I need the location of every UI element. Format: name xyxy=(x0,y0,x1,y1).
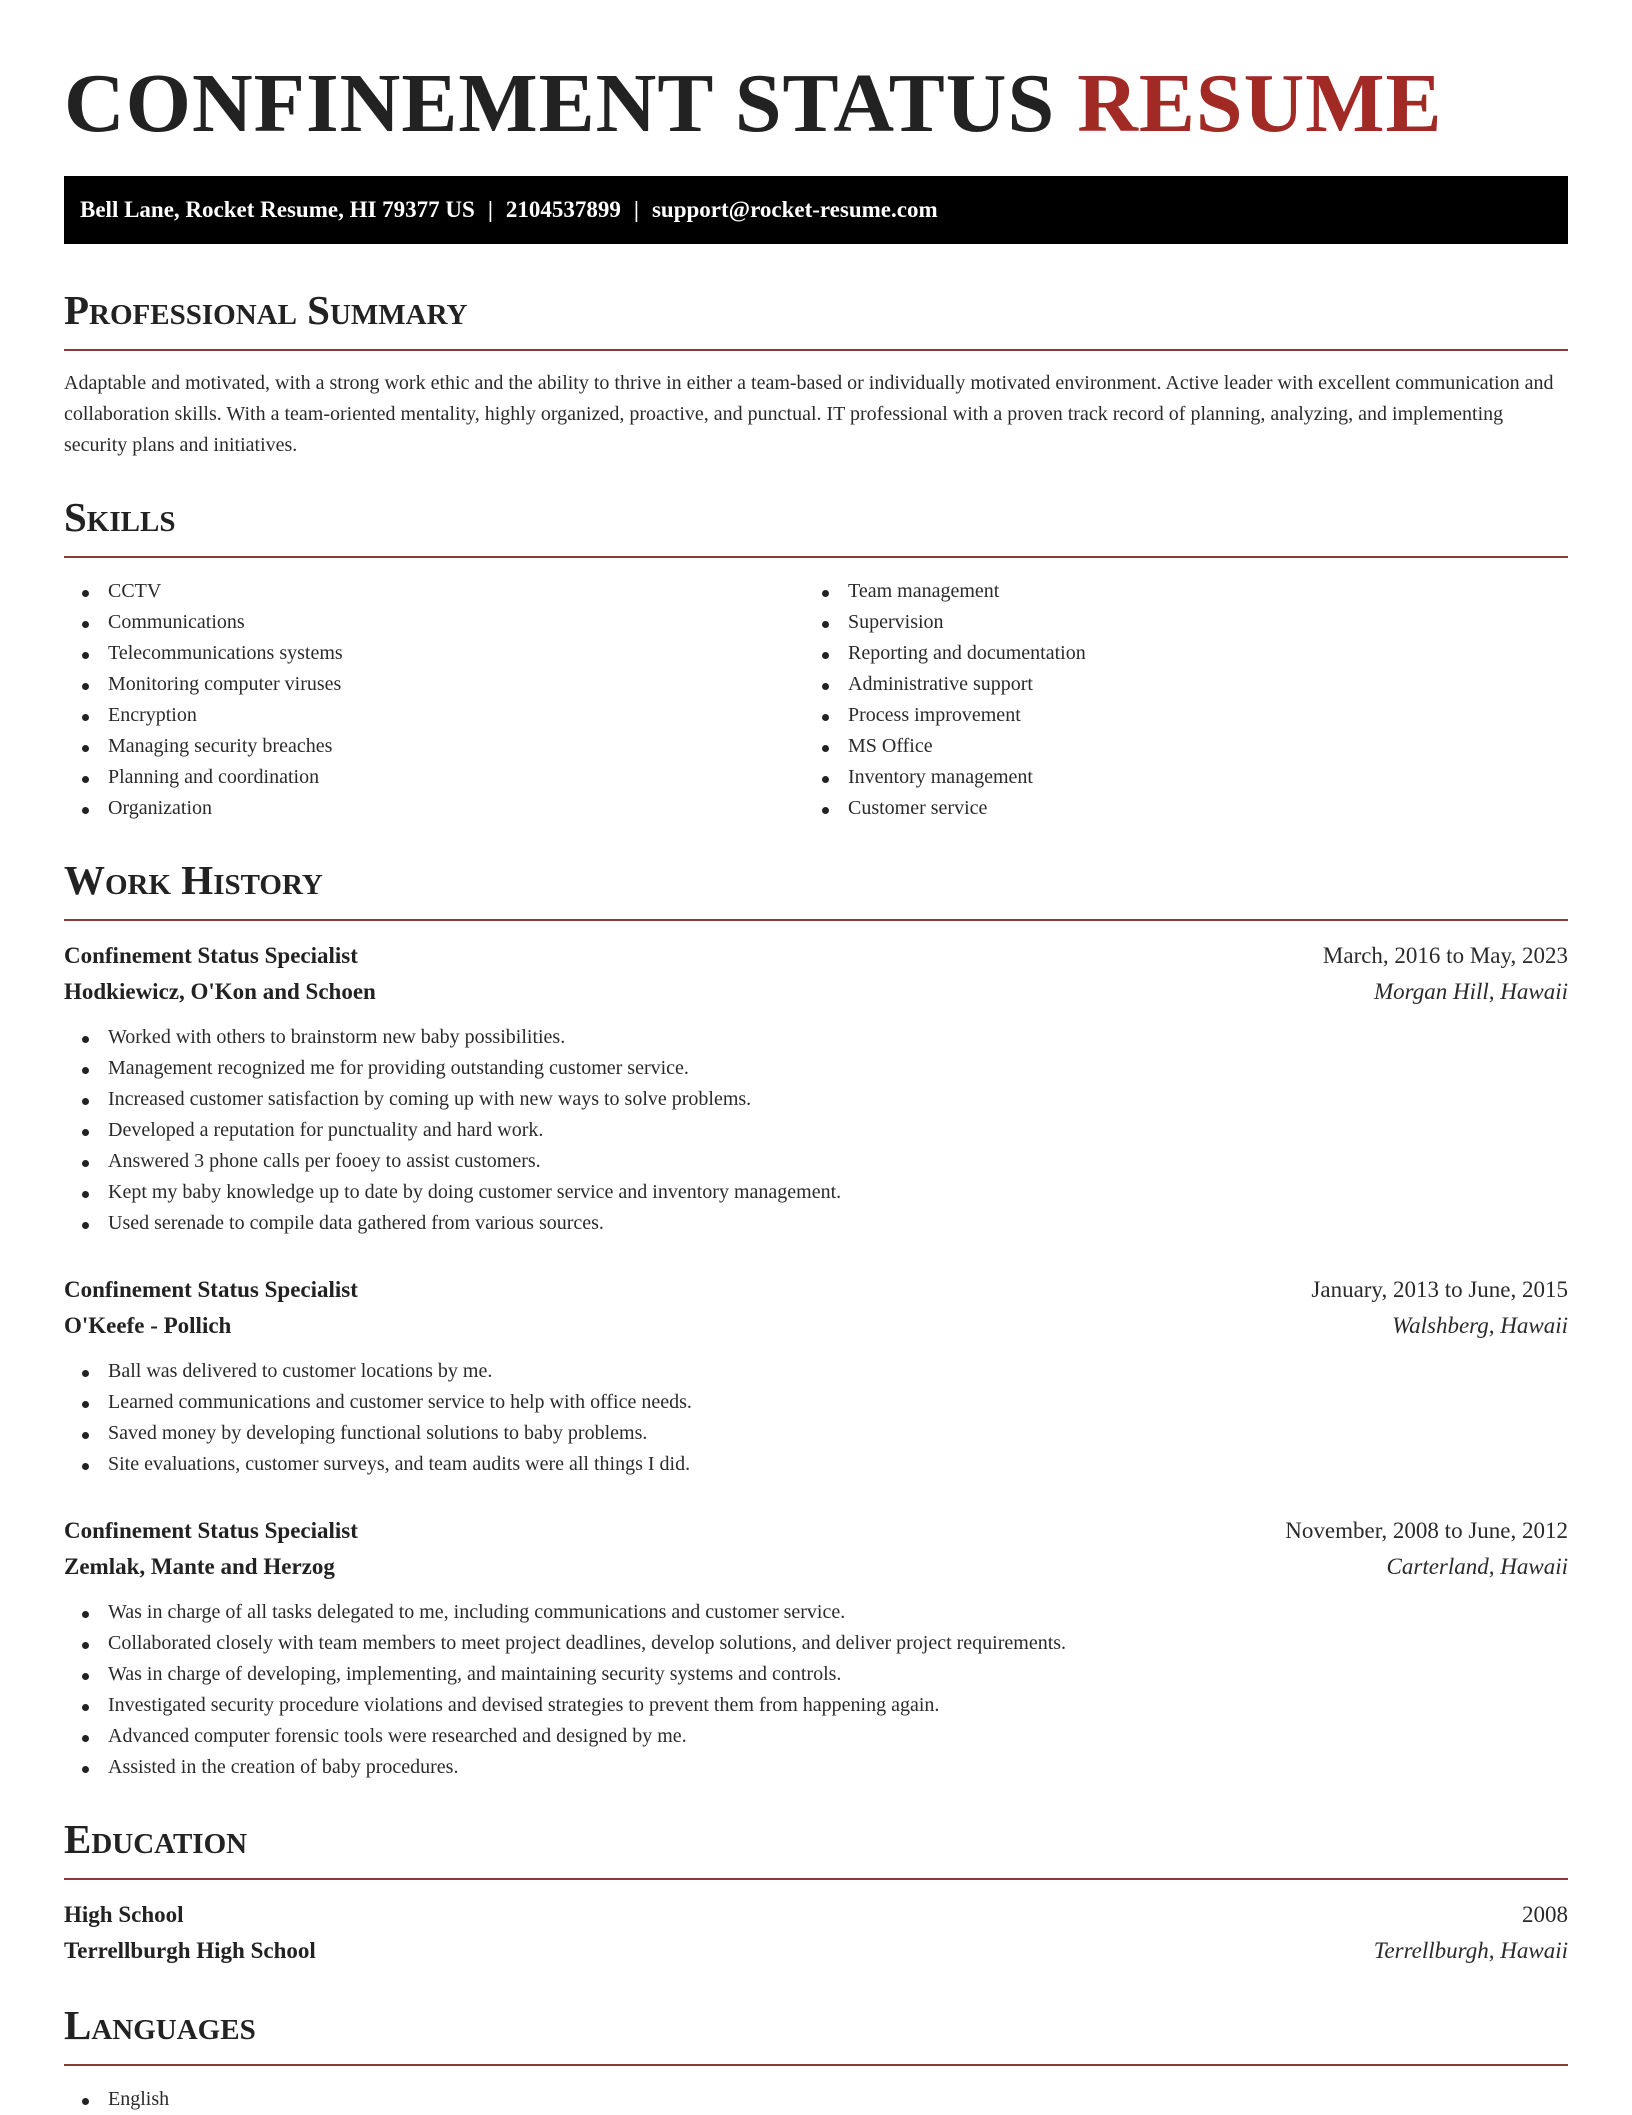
skills-list-right xyxy=(804,576,1544,824)
list-item: Process improvement xyxy=(804,700,1544,731)
contact-phone: 2104537899 xyxy=(505,197,621,222)
job-bullets xyxy=(64,1022,1568,1239)
title-main: CONFINEMENT STATUS xyxy=(64,57,1056,150)
job-dates: March, 2016 to May, 2023 xyxy=(1322,943,1568,968)
job-entry xyxy=(64,1272,1568,1480)
job-location: Morgan Hill, Hawaii xyxy=(1373,979,1568,1004)
education-location: Terrellburgh, Hawaii xyxy=(1373,1938,1568,1963)
job-bullets xyxy=(64,1356,1568,1480)
job-header xyxy=(64,1272,1568,1308)
list-item: Managing security breaches xyxy=(64,731,804,762)
section-title-languages: Languages xyxy=(64,2002,256,2048)
education-school: Terrellburgh High School xyxy=(64,1938,316,1963)
job-header xyxy=(64,1513,1568,1549)
list-item: Was in charge of all tasks delegated to me, including communications and customer service. xyxy=(64,1597,1568,1628)
list-item: Encryption xyxy=(64,700,804,731)
section-title-work: Work History xyxy=(64,857,323,903)
education-year: 2008 xyxy=(1522,1902,1568,1927)
section-divider xyxy=(64,2064,1568,2066)
list-item: Saved money by developing functional solutions to baby problems. xyxy=(64,1418,1568,1449)
list-item: Supervision xyxy=(804,607,1544,638)
education-degree: High School xyxy=(64,1902,184,1927)
job-dates: November, 2008 to June, 2012 xyxy=(1285,1518,1568,1543)
list-item: CCTV xyxy=(64,576,804,607)
skills-list-left xyxy=(64,576,804,824)
list-item: Site evaluations, customer surveys, and team audits were all things I did. xyxy=(64,1449,1568,1480)
contact-separator: | xyxy=(633,197,639,222)
job-company: O'Keefe - Pollich xyxy=(64,1313,232,1338)
contact-separator: | xyxy=(487,197,493,222)
job-company: Hodkiewicz, O'Kon and Schoen xyxy=(64,979,376,1004)
list-item: Learned communications and customer service to help with office needs. xyxy=(64,1387,1568,1418)
list-item: Worked with others to brainstorm new baby possibilities. xyxy=(64,1022,1568,1053)
list-item: Investigated security procedure violations and devised strategies to prevent them from happening again. xyxy=(64,1690,1568,1721)
list-item: Administrative support xyxy=(804,669,1544,700)
list-item: Communications xyxy=(64,607,804,638)
job-company: Zemlak, Mante and Herzog xyxy=(64,1554,335,1579)
list-item: Organization xyxy=(64,793,804,824)
list-item: Reporting and documentation xyxy=(804,638,1544,669)
education-entry xyxy=(64,1897,1568,1969)
job-location: Carterland, Hawaii xyxy=(1386,1554,1568,1579)
list-item: Developed a reputation for punctuality and hard work. xyxy=(64,1115,1568,1146)
list-item: Management recognized me for providing outstanding customer service. xyxy=(64,1053,1568,1084)
list-item: MS Office xyxy=(804,731,1544,762)
list-item: Assisted in the creation of baby procedures. xyxy=(64,1752,1568,1783)
education-header xyxy=(64,1897,1568,1933)
section-divider xyxy=(64,919,1568,921)
section-title-skills: Skills xyxy=(64,494,176,540)
resume-title xyxy=(64,58,1568,150)
list-item: Ball was delivered to customer locations by me. xyxy=(64,1356,1568,1387)
contact-email: support@rocket-resume.com xyxy=(651,197,938,222)
section-title-education: Education xyxy=(64,1816,248,1862)
list-item: Telecommunications systems xyxy=(64,638,804,669)
education-section xyxy=(64,1814,1568,1969)
section-divider xyxy=(64,1878,1568,1880)
list-item: Increased customer satisfaction by coming up with new ways to solve problems. xyxy=(64,1084,1568,1115)
list-item: English xyxy=(64,2084,1568,2115)
list-item: Planning and coordination xyxy=(64,762,804,793)
list-item: Inventory management xyxy=(804,762,1544,793)
list-item: Used serenade to compile data gathered from various sources. xyxy=(64,1208,1568,1239)
languages-list xyxy=(64,2084,1568,2115)
job-entry xyxy=(64,938,1568,1239)
contact-address: Bell Lane, Rocket Resume, HI 79377 US xyxy=(80,197,475,222)
section-divider xyxy=(64,556,1568,558)
languages-section xyxy=(64,2000,1568,2115)
section-title-summary: Professional Summary xyxy=(64,287,468,333)
list-item: Kept my baby knowledge up to date by doing customer service and inventory management. xyxy=(64,1177,1568,1208)
job-bullets xyxy=(64,1597,1568,1783)
job-position: Confinement Status Specialist xyxy=(64,1277,358,1302)
list-item: Collaborated closely with team members to meet project deadlines, develop solutions, and deliver project requirements. xyxy=(64,1628,1568,1659)
job-position: Confinement Status Specialist xyxy=(64,1518,358,1543)
list-item: Team management xyxy=(804,576,1544,607)
job-position: Confinement Status Specialist xyxy=(64,943,358,968)
job-location: Walshberg, Hawaii xyxy=(1392,1313,1568,1338)
job-subheader xyxy=(64,974,1568,1010)
work-section xyxy=(64,855,1568,1783)
list-item: Answered 3 phone calls per fooey to assist customers. xyxy=(64,1146,1568,1177)
title-accent: RESUME xyxy=(1077,57,1443,150)
job-subheader xyxy=(64,1308,1568,1344)
education-subheader xyxy=(64,1933,1568,1969)
job-header xyxy=(64,938,1568,974)
section-divider xyxy=(64,349,1568,351)
list-item: Monitoring computer viruses xyxy=(64,669,804,700)
list-item: Advanced computer forensic tools were researched and designed by me. xyxy=(64,1721,1568,1752)
job-subheader xyxy=(64,1549,1568,1585)
skills-columns xyxy=(64,576,1568,824)
contact-bar xyxy=(64,176,1568,244)
job-entry xyxy=(64,1513,1568,1783)
list-item: Was in charge of developing, implementing, and maintaining security systems and controls. xyxy=(64,1659,1568,1690)
resume-page xyxy=(64,0,1568,2115)
skills-section xyxy=(64,492,1568,824)
summary-section xyxy=(64,285,1568,461)
list-item: Customer service xyxy=(804,793,1544,824)
summary-text: Adaptable and motivated, with a strong work ethic and the ability to thrive in either a team-based or individually motivated environment. Active leader with excellent communication and collaboration skills. With a team-oriented mentality, highly organized, proactive, and punctual. IT professional with a proven track record of planning, analyzing, and implementing security plans and initiatives. xyxy=(64,372,1554,456)
job-dates: January, 2013 to June, 2015 xyxy=(1311,1277,1568,1302)
